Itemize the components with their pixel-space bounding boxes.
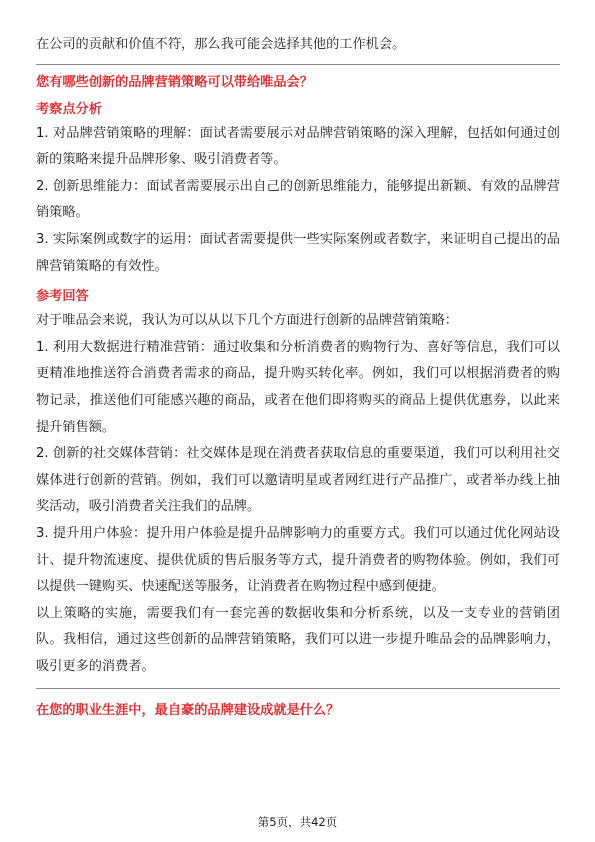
- answer-point: 1. 利用大数据进行精准营销：通过收集和分析消费者的购物行为、喜好等信息，我们可以更精准地推送符合消费者需求的商品，提升购买转化率。例如，我们可以根据消费者的购物记录，推送他们可能感兴趣的商品，或者在他们即将购买的商品上提供优惠券，以此来提升销售额。: [36, 339, 560, 435]
- divider: [36, 688, 560, 689]
- page-number: 第5页，共42页: [257, 815, 338, 829]
- analysis-list: [36, 121, 560, 281]
- answer-intro: 对于唯品会来说，我认为可以从以下几个方面进行创新的品牌营销策略：: [36, 313, 458, 329]
- answer-point: 3. 提升用户体验：提升用户体验是提升品牌影响力的重要方式。我们可以通过优化网站设计、提升物流速度、提供优质的售后服务等方式，提升消费者的购物体验。例如，我们可以提供一键购买、快速配送等服务，让消费者在购物过程中感到便捷。: [36, 525, 560, 595]
- answer-heading: 参考回答: [36, 289, 89, 305]
- next-question-title: 在您的职业生涯中，最自豪的品牌建设成就是什么？: [36, 703, 340, 719]
- analysis-heading: 考察点分析: [36, 101, 102, 117]
- answer-point: 2. 创新的社交媒体营销：社交媒体是现在消费者获取信息的重要渠道，我们可以利用社交媒体进行创新的营销。例如，我们可以邀请明星或者网红进行产品推广，或者举办线上抽奖活动，吸引消费者关注我们的品牌。: [36, 446, 560, 515]
- analysis-point: 1. 对品牌营销策略的理解：面试者需要展示对品牌营销策略的深入理解，包括如何通过创新的策略来提升品牌形象、吸引消费者等。: [36, 125, 560, 168]
- question-title: 您有哪些创新的品牌营销策略可以带给唯品会？: [36, 74, 313, 90]
- answer-conclusion: 以上策略的实施，需要我们有一套完善的数据收集和分析系统，以及一支专业的营销团队。我相信，通过这些创新的品牌营销策略，我们可以进一步提升唯品会的品牌影响力，吸引更多的消费者。: [36, 605, 560, 674]
- divider: [36, 64, 560, 65]
- document-page: [36, 0, 560, 721]
- analysis-point: 3. 实际案例或数字的运用：面试者需要提供一些实际案例或者数字，来证明自己提出的品牌营销策略的有效性。: [36, 231, 560, 274]
- intro-paragraph: 在公司的贡献和价值不符，那么我可能会选择其他的工作机会。: [36, 37, 406, 52]
- answer-body: [36, 308, 560, 680]
- analysis-point: 2. 创新思维能力：面试者需要展示出自己的创新思维能力，能够提出新颖、有效的品牌营销策略。: [36, 178, 560, 221]
